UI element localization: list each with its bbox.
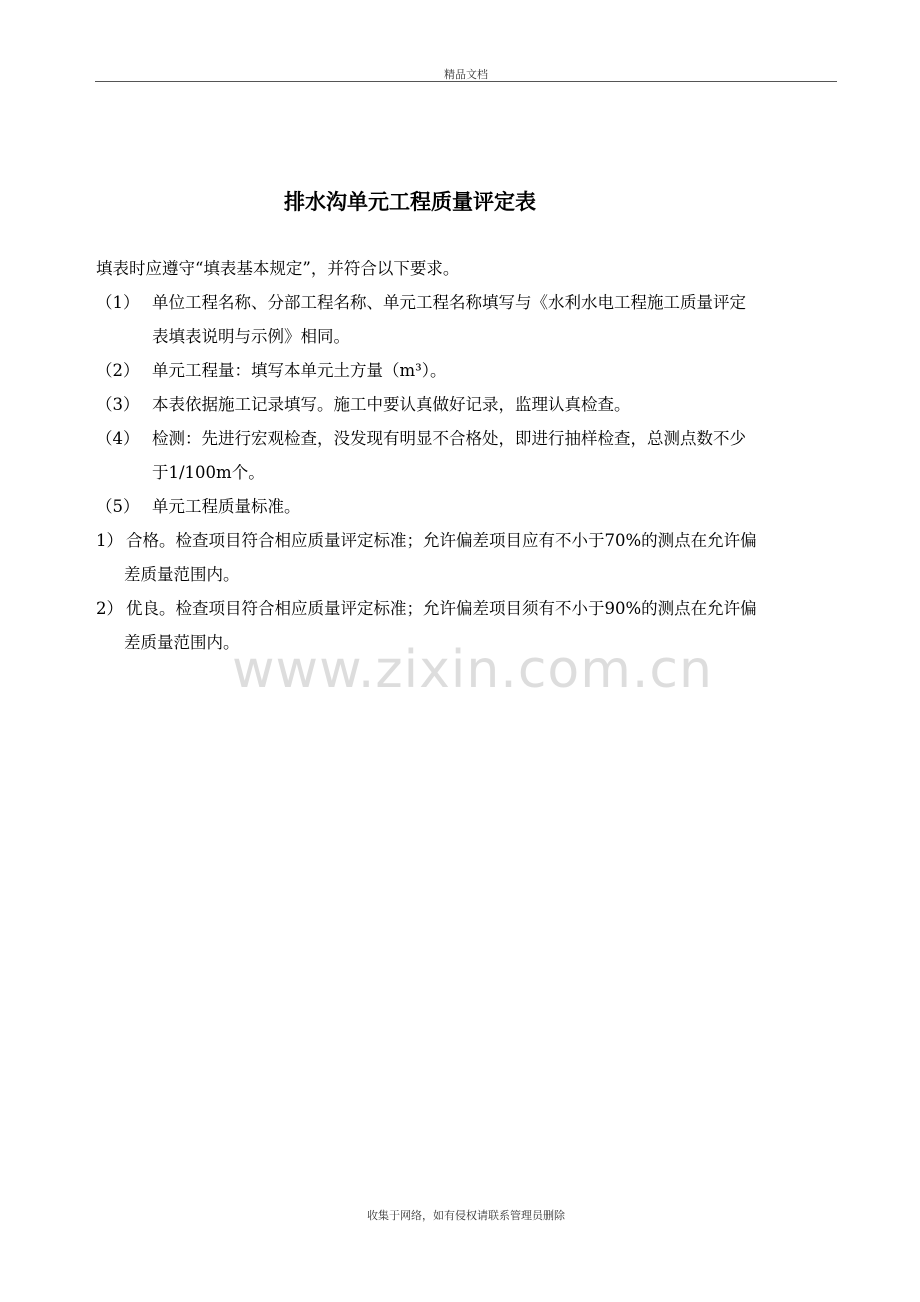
item-text: 单元工程量：填写本单元土方量（m³）。 (152, 361, 447, 380)
list-item (96, 292, 746, 314)
standard-item (96, 598, 757, 620)
header-text: 精品文档 (444, 68, 488, 81)
standard-number: 2） (96, 599, 123, 618)
intro-text: 填表时应遵守“填表基本规定”，并符合以下要求。 (96, 259, 460, 278)
item-text: 检测：先进行宏观检查，没发现有明显不合格处，即进行抽样检查，总测点数不少 (152, 429, 746, 448)
standard-text: 优良。检查项目符合相应质量评定标准；允许偏差项目须有不小于90%的测点在允许偏 (126, 599, 757, 618)
item-text: 单位工程名称、分部工程名称、单元工程名称填写与《水利水电工程施工质量评定 (152, 293, 746, 312)
item-text-continued: 于1/100m个。 (152, 463, 265, 482)
item-text: 单元工程质量标准。 (152, 497, 301, 516)
header-divider (95, 81, 837, 82)
item-number: （5） (96, 497, 140, 516)
document-title: 排水沟单元工程质量评定表 (284, 190, 536, 214)
standard-text-continued: 差质量范围内。 (124, 633, 240, 652)
standard-text: 合格。检查项目符合相应质量评定标准；允许偏差项目应有不小于70%的测点在允许偏 (126, 531, 757, 550)
standard-text-continued: 差质量范围内。 (124, 565, 240, 584)
list-item (96, 496, 301, 518)
standard-number: 1） (96, 531, 123, 550)
item-number: （3） (96, 395, 140, 414)
item-text: 本表依据施工记录填写。施工中要认真做好记录，监理认真检查。 (152, 395, 631, 414)
page-footer: 收集于网络，如有侵权请联系管理员删除 (367, 1209, 565, 1222)
watermark: www.zixin.com.cn (232, 640, 713, 700)
list-item (96, 394, 631, 416)
list-item (96, 428, 746, 450)
list-item (96, 360, 447, 382)
item-number: （4） (96, 429, 140, 448)
item-text-continued: 表填表说明与示例》相同。 (152, 327, 350, 346)
item-number: （2） (96, 361, 140, 380)
standard-item (96, 530, 757, 552)
item-number: （1） (96, 293, 140, 312)
